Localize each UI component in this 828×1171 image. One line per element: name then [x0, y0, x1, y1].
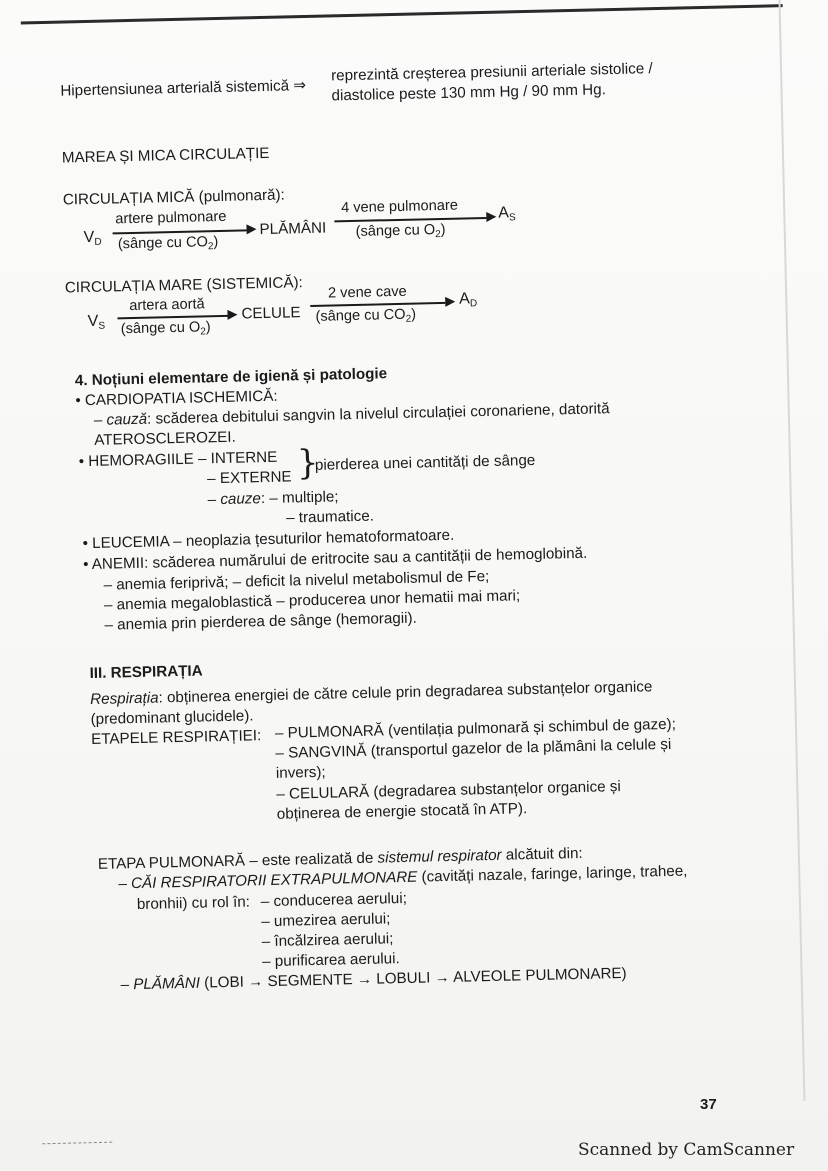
- ischemic-title: • CARDIOPATIA ISCHEMICĂ:: [75, 387, 278, 410]
- systemic-arrow2-head: [445, 297, 455, 307]
- role-item: – conducerea aerului;: [260, 889, 408, 911]
- hemorrhage-external: – EXTERNE: [207, 468, 292, 488]
- stage-item: – PULMONARĂ (ventilația pulmonară și schimbul de gaze);: [274, 715, 677, 742]
- role-item: – umezirea aerului;: [261, 910, 391, 931]
- systemic-arrow1-bottom: (sânge cu $O_2$): [120, 319, 211, 338]
- systemic-arrow1-top: artera aortă: [129, 296, 205, 315]
- systemic-organ: CELULE: [241, 304, 301, 323]
- pulmonary-arrow1-top: artere pulmonare: [115, 208, 227, 228]
- pulmonary-end: $A_S$: [498, 204, 516, 224]
- pulmonary-arrow2-head: [486, 212, 496, 222]
- systemic-arrow2-top: 2 vene cave: [327, 283, 407, 302]
- stage-item: – SANGVINĂ (transportul gazelor de la plămâni la celule și: [275, 735, 672, 762]
- hemorrhage-title: • HEMORAGIILE – INTERNE: [78, 448, 278, 471]
- top-rule: [21, 4, 783, 24]
- respiration-def-cont: (predominant glucidele).: [90, 707, 254, 729]
- pulmonary-organ: PLĂMÂNI: [259, 219, 327, 239]
- page-number: 37: [700, 1096, 717, 1113]
- pulmonary-arrow2-top: 4 vene pulmonare: [340, 197, 459, 217]
- systemic-arrow1-line: [118, 315, 228, 319]
- hemorrhage-desc: pierderea unei cantități de sânge: [314, 451, 536, 474]
- respiration-stages-label: ETAPELE RESPIRAȚIEI:: [90, 727, 262, 749]
- anemia-item: – anemia feriprivă; – deficit la nivelul metabolismul de Fe;: [103, 567, 490, 594]
- respiration-heading: III. RESPIRAȚIA: [89, 662, 203, 683]
- pulmonary-arrow1-line: [113, 229, 247, 234]
- systemic-end: $A_D$: [458, 290, 478, 310]
- hygiene-heading: 4. Noțiuni elementare de igienă și patologie: [74, 365, 388, 390]
- pulmonary-stage-line: ETAPA PULMONARĂ – este realizată de sistemul respirator alcătuit din:: [97, 844, 583, 873]
- stage-item: – CELULARĂ (degradarea substanțelor organice și: [276, 778, 621, 803]
- ischemic-cause-cont: ATEROSCLEROZEI.: [94, 428, 236, 449]
- role-item: – încălzirea aerului;: [261, 930, 394, 951]
- stage-item: invers);: [275, 763, 326, 782]
- pulmonary-arrow1-bottom: (sânge cu $CO_2$): [117, 234, 219, 253]
- pulmonary-start: $V_D$: [83, 228, 102, 248]
- airways-cont: bronhii) cu rol în:: [136, 893, 251, 914]
- pulmonary-circulation-title: CIRCULAȚIA MICĂ (pulmonară):: [62, 186, 285, 209]
- respiration-def: Respirația: obținerea energiei de către celule prin degradarea substanțelor organice: [89, 678, 653, 709]
- stage-item: obținerea de energie stocată în ATP).: [276, 800, 528, 823]
- anemia-item: – anemia prin pierderea de sânge (hemoragii).: [104, 609, 417, 634]
- hypertension-def-line2: diastolice peste 130 mm Hg / 90 mm Hg.: [331, 81, 607, 105]
- systemic-arrow1-head: [227, 310, 237, 320]
- bottom-dash: [42, 1142, 112, 1146]
- anemia-title: • ANEMII: scăderea numărului de eritrocite sau a cantității de hemoglobină.: [82, 544, 588, 574]
- ischemic-cause: – cauză: scăderea debitului sangvin la nivelul circulației coronariene, datorită: [93, 400, 610, 429]
- lungs-line: – PLĂMÂNI (LOBI → SEGMENTE → LOBULI → ALVEOLE PULMONARE): [120, 964, 627, 994]
- pulmonary-arrow2-bottom: (sânge cu $O_2$): [355, 221, 446, 241]
- page-edge: [778, 0, 805, 1101]
- systemic-circulation-title: CIRCULAȚIA MARE (SISTEMICĂ):: [64, 274, 303, 297]
- systemic-start: $V_S$: [87, 312, 106, 332]
- hemorrhage-cause: – cauze: – multiple;: [207, 488, 339, 509]
- pulmonary-arrow2-line: [334, 217, 486, 222]
- systemic-arrow2-bottom: (sânge cu $CO_2$): [315, 306, 417, 325]
- anemia-item: – anemia megaloblastică – producerea unor hematii mai mari;: [103, 587, 521, 614]
- scanner-watermark: Scanned by CamScanner: [578, 1140, 795, 1160]
- airways-line: – CĂI RESPIRATORII EXTRAPULMONARE (cavități nazale, faringe, laringe, trahee,: [118, 862, 688, 893]
- hemorrhage-cause2: – traumatice.: [285, 507, 375, 527]
- circulation-heading: MAREA ȘI MICA CIRCULAȚIE: [61, 144, 270, 167]
- leukemia-text: • LEUCEMIA – neoplazia țesuturilor hematoformatoare.: [82, 526, 455, 553]
- hypertension-def-line1: reprezintă creșterea presiunii arteriale sistolice /: [330, 60, 653, 85]
- role-item: – purificarea aerului.: [261, 950, 400, 971]
- pulmonary-arrow1-head: [246, 224, 256, 234]
- brace-glyph: }: [296, 442, 319, 484]
- hypertension-term: Hipertensiunea arterială sistemică ⇒: [60, 77, 307, 100]
- systemic-arrow2-line: [310, 302, 445, 307]
